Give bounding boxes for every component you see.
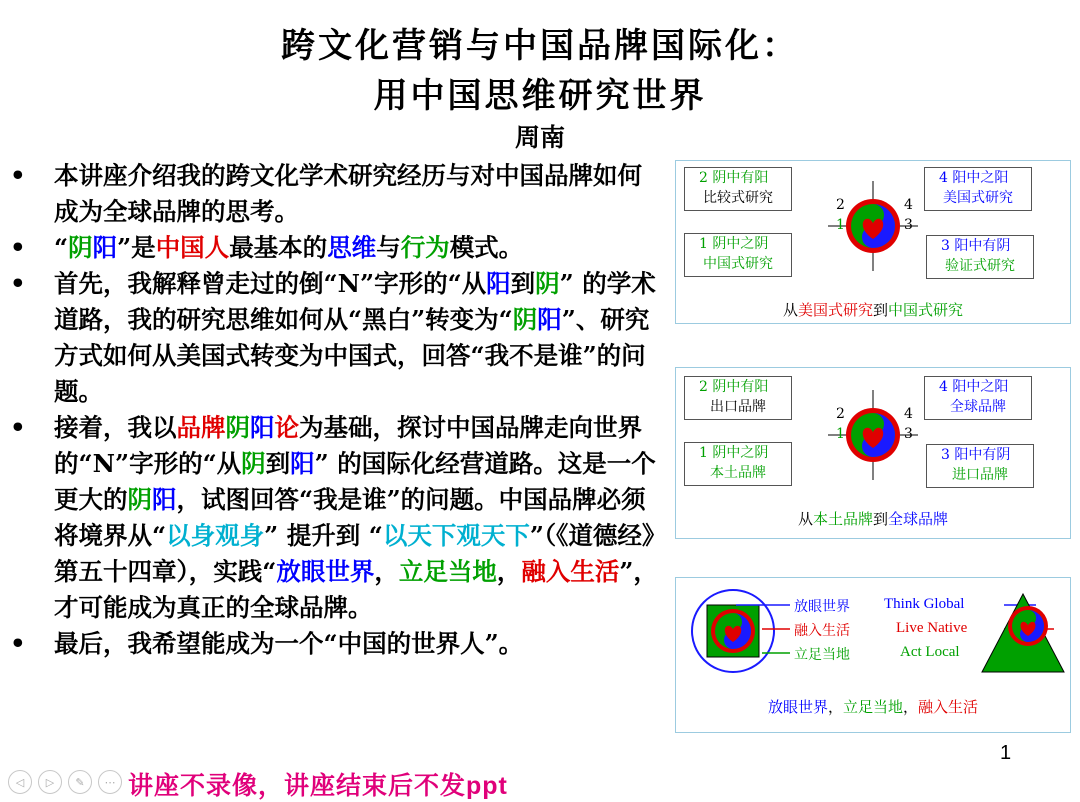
text-run: ” 的学术道路，我的研究思维如何从“黑白”转变为“ — [54, 269, 656, 334]
text-run: 到 — [265, 449, 291, 478]
menu-icon[interactable]: ⋯ — [98, 770, 122, 794]
slogan-en-native: Live Native — [896, 620, 968, 636]
global-local-panel — [675, 577, 1071, 733]
quadrant-box-1 — [684, 442, 792, 486]
slogan-cn-global: 放眼世界 — [794, 599, 850, 615]
bullet-dot: • — [10, 233, 26, 262]
pen-tool-icon[interactable]: ✎ — [68, 770, 92, 794]
quadrant-title: 2 阴中有阳 — [699, 170, 769, 186]
triangle-heart-icon — [980, 592, 1066, 674]
bullet-text: 本讲座介绍我的跨文化学术研究经历与对中国品牌如何成为全球品牌的思考。 — [54, 161, 642, 226]
slide-title-line1: 跨文化营销与中国品牌国际化： — [281, 26, 799, 66]
text-run: 接着，我以 — [54, 413, 177, 442]
quadrant-box-2 — [684, 167, 792, 211]
text-run: 阳 — [152, 485, 177, 514]
axis-number: 2 — [836, 197, 845, 213]
quadrant-title: 3 阳中有阴 — [941, 238, 1011, 254]
quadrant-box-3 — [926, 235, 1034, 279]
text-run: 放眼世界 — [276, 557, 375, 586]
bullet-item — [8, 266, 658, 410]
text-run: 最基本的 — [229, 233, 328, 262]
slogan-en-local: Act Local — [900, 644, 960, 660]
text-run: 立足当地 — [398, 557, 497, 586]
bullet-item — [8, 626, 658, 662]
bullet-item — [8, 158, 658, 230]
text-run: 阳 — [92, 233, 118, 262]
caption-run: 立足当地 — [842, 698, 903, 716]
quadrant-title: 3 阳中有阴 — [941, 447, 1011, 463]
text-run: 为基础，探讨中国品牌走向世界的“N”字形的“从 — [54, 413, 642, 478]
axis-number: 4 — [904, 406, 913, 422]
caption-run: ， — [903, 698, 919, 716]
caption-run: 放眼世界 — [767, 698, 828, 716]
text-run: 论 — [274, 413, 299, 442]
bullet-text: 最后，我希望能成为一个“中国的世界人”。 — [54, 629, 524, 658]
author-name: 周南 — [514, 123, 565, 152]
text-run: ”是 — [117, 233, 156, 262]
text-run: ，试图回答“我是谁”的问题。中国品牌必须将境界从“ — [54, 485, 646, 550]
text-run: 阳 — [250, 413, 275, 442]
footer-notice: 讲座不录像，讲座结束后不发ppt — [128, 772, 508, 800]
text-run: 与 — [376, 233, 401, 262]
text-run: 阴 — [225, 413, 250, 442]
text-run: 阳 — [537, 305, 562, 334]
slide-title-line2: 用中国思维研究世界 — [373, 76, 707, 116]
text-run: 以天下观天下 — [382, 521, 530, 550]
quadrant-label: 比较式研究 — [703, 190, 773, 206]
text-run: 阴 — [535, 269, 560, 298]
brand-quadrant-panel — [675, 367, 1071, 539]
bullet-list — [8, 158, 658, 662]
quadrant-box-4 — [924, 167, 1032, 211]
axis-number: 2 — [836, 406, 845, 422]
axis-number: 3 — [904, 217, 913, 233]
panel-caption — [676, 508, 1070, 529]
quadrant-label: 本土品牌 — [710, 465, 766, 481]
bullet-item — [8, 410, 658, 626]
slideshow-controls — [8, 770, 122, 794]
text-run: 思维 — [327, 233, 377, 262]
text-run: 阴 — [68, 233, 93, 262]
bullet-dot: • — [10, 413, 26, 442]
text-run: ”、研究方式如何从美国式转变为中国式，回答“我不是谁”的问题。 — [54, 305, 650, 406]
bullet-dot: • — [10, 269, 26, 298]
quadrant-label: 全球品牌 — [950, 399, 1006, 415]
quadrant-box-2 — [684, 376, 792, 420]
axis-number: 1 — [836, 217, 845, 233]
text-run: 阳 — [486, 269, 511, 298]
text-run: 行为 — [400, 233, 450, 262]
text-run: ， — [496, 557, 522, 586]
text-run: 融入生活 — [521, 557, 620, 586]
quadrant-title: 2 阴中有阳 — [699, 379, 769, 395]
next-slide-icon[interactable]: ▷ — [38, 770, 62, 794]
quadrant-title: 1 阴中之阴 — [699, 236, 769, 252]
slogan-cn-native: 融入生活 — [794, 623, 850, 639]
text-run: 模式。 — [449, 233, 524, 262]
quadrant-label: 验证式研究 — [945, 258, 1015, 274]
text-run: 中国人 — [155, 233, 230, 262]
text-run: 首先，我解释曾走过的倒“N”字形的“从 — [54, 269, 487, 298]
text-run: ” 的国际化经营道路。这是一个更大的 — [54, 449, 656, 514]
page-number: 1 — [1000, 742, 1012, 764]
axis-number: 3 — [904, 426, 913, 442]
text-run: ， — [374, 557, 399, 586]
quadrant-title: 1 阴中之阴 — [699, 445, 769, 461]
caption-run: 融入生活 — [918, 698, 979, 716]
caption-run: 中国式研究 — [888, 301, 964, 319]
text-run: 阳 — [290, 449, 315, 478]
text-run: 以身观身 — [166, 521, 265, 550]
quadrant-title: 4 阳中之阳 — [939, 379, 1009, 395]
bullet-dot: • — [10, 629, 26, 658]
previous-slide-icon[interactable]: ◁ — [8, 770, 32, 794]
text-run: ” 提升到 “ — [264, 521, 383, 550]
caption-run: 到 — [873, 301, 889, 319]
slogan-en-global: Think Global — [884, 596, 965, 612]
text-run: 阴 — [127, 485, 152, 514]
quadrant-label: 中国式研究 — [703, 256, 773, 272]
text-run: ”，才可能成为真正的全球品牌。 — [54, 557, 658, 622]
research-quadrant-panel — [675, 160, 1071, 324]
caption-run: 全球品牌 — [888, 510, 949, 528]
bullet-item — [8, 230, 658, 266]
caption-run: 到 — [873, 510, 889, 528]
caption-run: ， — [827, 698, 843, 716]
quadrant-label: 进口品牌 — [952, 467, 1008, 483]
quadrant-label: 出口品牌 — [710, 399, 766, 415]
text-run: 品牌 — [176, 413, 226, 442]
slogan-cn-local: 立足当地 — [794, 647, 850, 663]
text-run: ”（《道德经》第五十四章），实践“ — [54, 521, 655, 586]
text-run: 阴 — [512, 305, 538, 334]
quadrant-box-3 — [926, 444, 1034, 488]
caption-run: 从 — [797, 510, 813, 528]
panel-caption — [676, 696, 1070, 717]
quadrant-box-1 — [684, 233, 792, 277]
bullet-dot: • — [10, 161, 26, 190]
text-run: 阴 — [241, 449, 266, 478]
text-run: “ — [54, 233, 69, 262]
axis-number: 1 — [836, 426, 845, 442]
text-run: 到 — [510, 269, 536, 298]
quadrant-box-4 — [924, 376, 1032, 420]
quadrant-label: 美国式研究 — [943, 190, 1013, 206]
quadrant-title: 4 阳中之阳 — [939, 170, 1009, 186]
caption-run: 美国式研究 — [797, 301, 873, 319]
caption-run: 本土品牌 — [812, 510, 873, 528]
axis-number: 4 — [904, 197, 913, 213]
panel-caption — [676, 299, 1070, 320]
caption-run: 从 — [782, 301, 798, 319]
